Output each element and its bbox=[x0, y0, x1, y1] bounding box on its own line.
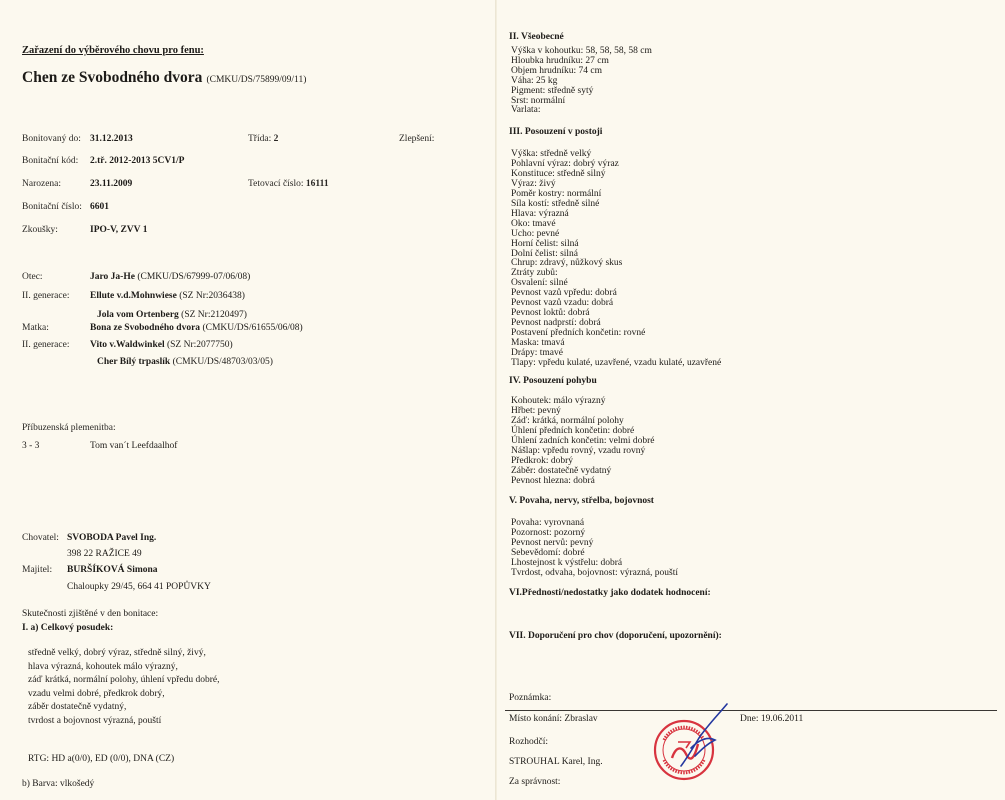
postoj-item: Maska: tmavá bbox=[511, 338, 565, 349]
right-page bbox=[497, 0, 1005, 800]
pribuzenska-name: Tom van´t Leefdaalhof bbox=[90, 441, 178, 451]
vseobecne-item: Varlata: bbox=[511, 105, 541, 116]
poznamka-label: Poznámka: bbox=[509, 693, 552, 703]
povaha-item: Tvrdost, odvaha, bojovnost: výrazná, pouští bbox=[511, 568, 679, 579]
majitel-address: Chaloupky 29/45, 664 41 POPŮVKY bbox=[67, 582, 211, 592]
zlepseni-label: Zlepšení: bbox=[399, 134, 435, 144]
vseobecne-item: Hloubka hrudníku: 27 cm bbox=[511, 55, 609, 66]
tetovaci-value: 16111 bbox=[305, 179, 329, 189]
vseobecne-item: Srst: normální bbox=[511, 95, 566, 106]
zkousky-label: Zkoušky: bbox=[22, 225, 58, 235]
otec-row bbox=[90, 272, 250, 282]
majitel-name: BURŠÍKOVÁ Simona bbox=[67, 565, 158, 575]
gen1b-row bbox=[97, 310, 247, 320]
misto-konani: Místo konání: Zbraslav bbox=[509, 714, 598, 724]
povaha-item: Sebevědomí: dobré bbox=[511, 548, 585, 559]
pohyb-item: Nášlap: vpředu rovný, vzadu rovný bbox=[511, 446, 646, 457]
matka-name: Bona ze Svobodného dvora bbox=[90, 323, 201, 333]
pohyb-item: Úhlení předních končetin: dobré bbox=[511, 426, 635, 437]
celkovy-line: hlava výrazná, kohoutek málo výrazný, bbox=[28, 661, 178, 672]
trida-label: Třída: bbox=[248, 134, 272, 144]
postoj-item: Dolní čelist: silná bbox=[511, 248, 579, 259]
divider-line bbox=[505, 710, 997, 711]
dog-name: Chen ze Svobodného dvora bbox=[22, 69, 203, 86]
pribuzenska-code: 3 - 3 bbox=[22, 441, 40, 451]
chovatel-name: SVOBODA Pavel Ing. bbox=[67, 533, 157, 543]
otec-name: Jaro Ja-He bbox=[90, 272, 135, 282]
matka-label: Matka: bbox=[22, 323, 49, 333]
section-povaha-list bbox=[511, 518, 678, 578]
generace-label-2: II. generace: bbox=[22, 340, 70, 350]
povaha-item: Pozornost: pozorný bbox=[511, 528, 586, 539]
tetovaci-label: Tetovací číslo: bbox=[248, 179, 304, 189]
document-heading: Zařazení do výběrového chovu pro fenu: bbox=[22, 45, 204, 56]
za-spravnost-label: Za správnost: bbox=[509, 777, 561, 787]
dog-registration: (CMKU/DS/75899/09/11) bbox=[206, 75, 307, 85]
celkovy-line: záď krátká, normální polohy, úhlení vpředu dobré, bbox=[28, 675, 220, 686]
postoj-item: Pohlavní výraz: dobrý výraz bbox=[511, 158, 619, 169]
pribuzenska-label: Příbuzenská plemenitba: bbox=[22, 423, 116, 433]
datum-dne: Dne: 19.06.2011 bbox=[740, 714, 804, 724]
gen1b-reg: (SZ Nr:2120497) bbox=[181, 310, 247, 320]
postoj-item: Pevnost vazů vzadu: dobrá bbox=[511, 298, 614, 309]
povaha-item: Lhostejnost k výstřelu: dobrá bbox=[511, 558, 623, 569]
pohyb-item: Úhlení zadních končetin: velmi dobré bbox=[511, 436, 655, 447]
bonitacni-cislo-label: Bonitační číslo: bbox=[22, 202, 82, 212]
vseobecne-item: Váha: 25 kg bbox=[511, 75, 558, 86]
chovatel-label: Chovatel: bbox=[22, 533, 59, 543]
celkovy-posudek-heading: I. a) Celkový posudek: bbox=[22, 623, 114, 633]
postoj-item: Konstituce: středně silný bbox=[511, 168, 606, 179]
postoj-item: Chrup: zdravý, nůžkový skus bbox=[511, 258, 623, 269]
bonitacni-cislo-value: 6601 bbox=[90, 202, 109, 212]
bonitacni-kod-value: 2.tř. 2012-2013 5CV1/P bbox=[90, 156, 185, 166]
celkovy-line: vzadu velmi dobré, předkrok dobrý, bbox=[28, 688, 165, 699]
pohyb-item: Hřbet: pevný bbox=[511, 406, 561, 417]
postoj-item: Horní čelist: silná bbox=[511, 238, 579, 249]
celkovy-line: středně velký, dobrý výraz, středně silný, živý, bbox=[28, 648, 206, 658]
bonitovany-label: Bonitovaný do: bbox=[22, 134, 81, 144]
pohyb-item: Záď: krátká, normální polohy bbox=[511, 416, 624, 427]
postoj-item: Výška: středně velký bbox=[511, 149, 592, 159]
postoj-item: Pevnost nadprstí: dobrá bbox=[511, 318, 601, 329]
section-vseobecne-list bbox=[511, 47, 652, 116]
rtg-line: RTG: HD a(0/0), ED (0/0), DNA (CZ) bbox=[28, 754, 175, 764]
section-postoj-list bbox=[511, 150, 721, 369]
section-prednosti-heading: VI.Přednosti/nedostatky jako dodatek hodnocení: bbox=[509, 588, 711, 598]
gen1b-name: Jola vom Ortenberg bbox=[97, 310, 179, 320]
skutecnosti-label: Skutečnosti zjištěné v den bonitace: bbox=[22, 609, 159, 619]
vseobecne-item: Objem hrudníku: 74 cm bbox=[511, 65, 603, 76]
postoj-item: Ucho: pevné bbox=[511, 228, 560, 239]
postoj-item: Pevnost vazů vpředu: dobrá bbox=[511, 288, 617, 299]
povaha-item: Pevnost nervů: pevný bbox=[511, 538, 594, 549]
gen2a-row bbox=[90, 340, 233, 350]
section-pohyb-list bbox=[511, 396, 655, 486]
pohyb-item: Pevnost hlezna: dobrá bbox=[511, 476, 595, 487]
vseobecne-item: Výška v kohoutku: 58, 58, 58, 58 cm bbox=[511, 46, 652, 56]
otec-label: Otec: bbox=[22, 272, 43, 282]
postoj-item: Síla kostí: středně silné bbox=[511, 198, 600, 209]
rozhodci-name: STROUHAL Karel, Ing. bbox=[509, 757, 603, 767]
gen1a-name: Ellute v.d.Mohnwiese bbox=[90, 291, 177, 301]
trida-value: 2 bbox=[273, 134, 279, 144]
gen1a-row bbox=[90, 291, 245, 301]
postoj-item: Ztráty zubů: bbox=[511, 268, 558, 279]
postoj-item: Oko: tmavé bbox=[511, 218, 556, 229]
majitel-label: Majitel: bbox=[22, 565, 53, 575]
matka-row bbox=[90, 323, 303, 333]
matka-reg: (CMKU/DS/61655/06/08) bbox=[202, 323, 303, 333]
section-pohyb-heading: IV. Posouzení pohybu bbox=[509, 376, 597, 386]
section-povaha-heading: V. Povaha, nervy, střelba, bojovnost bbox=[509, 496, 654, 506]
gen2a-reg: (SZ Nr:2077750) bbox=[166, 340, 233, 350]
rozhodci-label: Rozhodčí: bbox=[509, 737, 549, 747]
left-page bbox=[0, 0, 497, 800]
bonitacni-kod-label: Bonitační kód: bbox=[22, 156, 79, 166]
dog-title bbox=[22, 69, 306, 87]
gen2b-name: Cher Bílý trpaslík bbox=[97, 357, 171, 367]
celkovy-posudek-text bbox=[28, 647, 220, 729]
barva-line: b) Barva: vlkošedý bbox=[22, 779, 95, 789]
generace-label-1: II. generace: bbox=[22, 291, 70, 301]
postoj-item: Postavení předních končetin: rovné bbox=[511, 328, 646, 339]
celkovy-line: tvrdost a bojovnost výrazná, pouští bbox=[28, 715, 162, 726]
section-doporuceni-heading: VII. Doporučení pro chov (doporučení, upozornění): bbox=[509, 631, 722, 641]
gen2b-row bbox=[97, 357, 273, 367]
celkovy-line: záběr dostatečně vydatný, bbox=[28, 702, 127, 713]
otec-reg: (CMKU/DS/67999-07/06/08) bbox=[137, 272, 251, 282]
postoj-item: Tlapy: vpředu kulaté, uzavřené, vzadu kulaté, uzavřené bbox=[511, 358, 722, 369]
gen1a-reg: (SZ Nr:2036438) bbox=[179, 291, 245, 301]
narozena-label: Narozena: bbox=[22, 179, 62, 189]
pohyb-item: Záběr: dostatečně vydatný bbox=[511, 466, 612, 477]
postoj-item: Poměr kostry: normální bbox=[511, 188, 602, 199]
pohyb-item: Kohoutek: málo výrazný bbox=[511, 396, 606, 406]
gen2b-reg: (CMKU/DS/48703/03/05) bbox=[172, 357, 273, 367]
trida-row bbox=[248, 134, 278, 144]
signature bbox=[677, 700, 733, 770]
bonitovany-value: 31.12.2013 bbox=[90, 134, 133, 144]
narozena-value: 23.11.2009 bbox=[90, 179, 133, 189]
postoj-item: Výraz: živý bbox=[511, 178, 556, 189]
section-vseobecne-heading: II. Všeobecné bbox=[509, 32, 564, 42]
vseobecne-item: Pigment: středně sytý bbox=[511, 85, 594, 96]
chovatel-address: 398 22 RAŽICE 49 bbox=[67, 549, 142, 559]
postoj-item: Hlava: výrazná bbox=[511, 208, 569, 219]
tetovaci-row bbox=[248, 179, 329, 189]
section-postoj-heading: III. Posouzení v postoji bbox=[509, 127, 603, 137]
pohyb-item: Předkrok: dobrý bbox=[511, 456, 574, 467]
postoj-item: Drápy: tmavé bbox=[511, 348, 563, 359]
povaha-item: Povaha: vyrovnaná bbox=[511, 518, 585, 528]
zkousky-value: IPO-V, ZVV 1 bbox=[90, 225, 148, 235]
postoj-item: Pevnost loktů: dobrá bbox=[511, 308, 590, 319]
gen2a-name: Vito v.Waldwinkel bbox=[90, 340, 165, 350]
postoj-item: Osvalení: silné bbox=[511, 278, 568, 289]
